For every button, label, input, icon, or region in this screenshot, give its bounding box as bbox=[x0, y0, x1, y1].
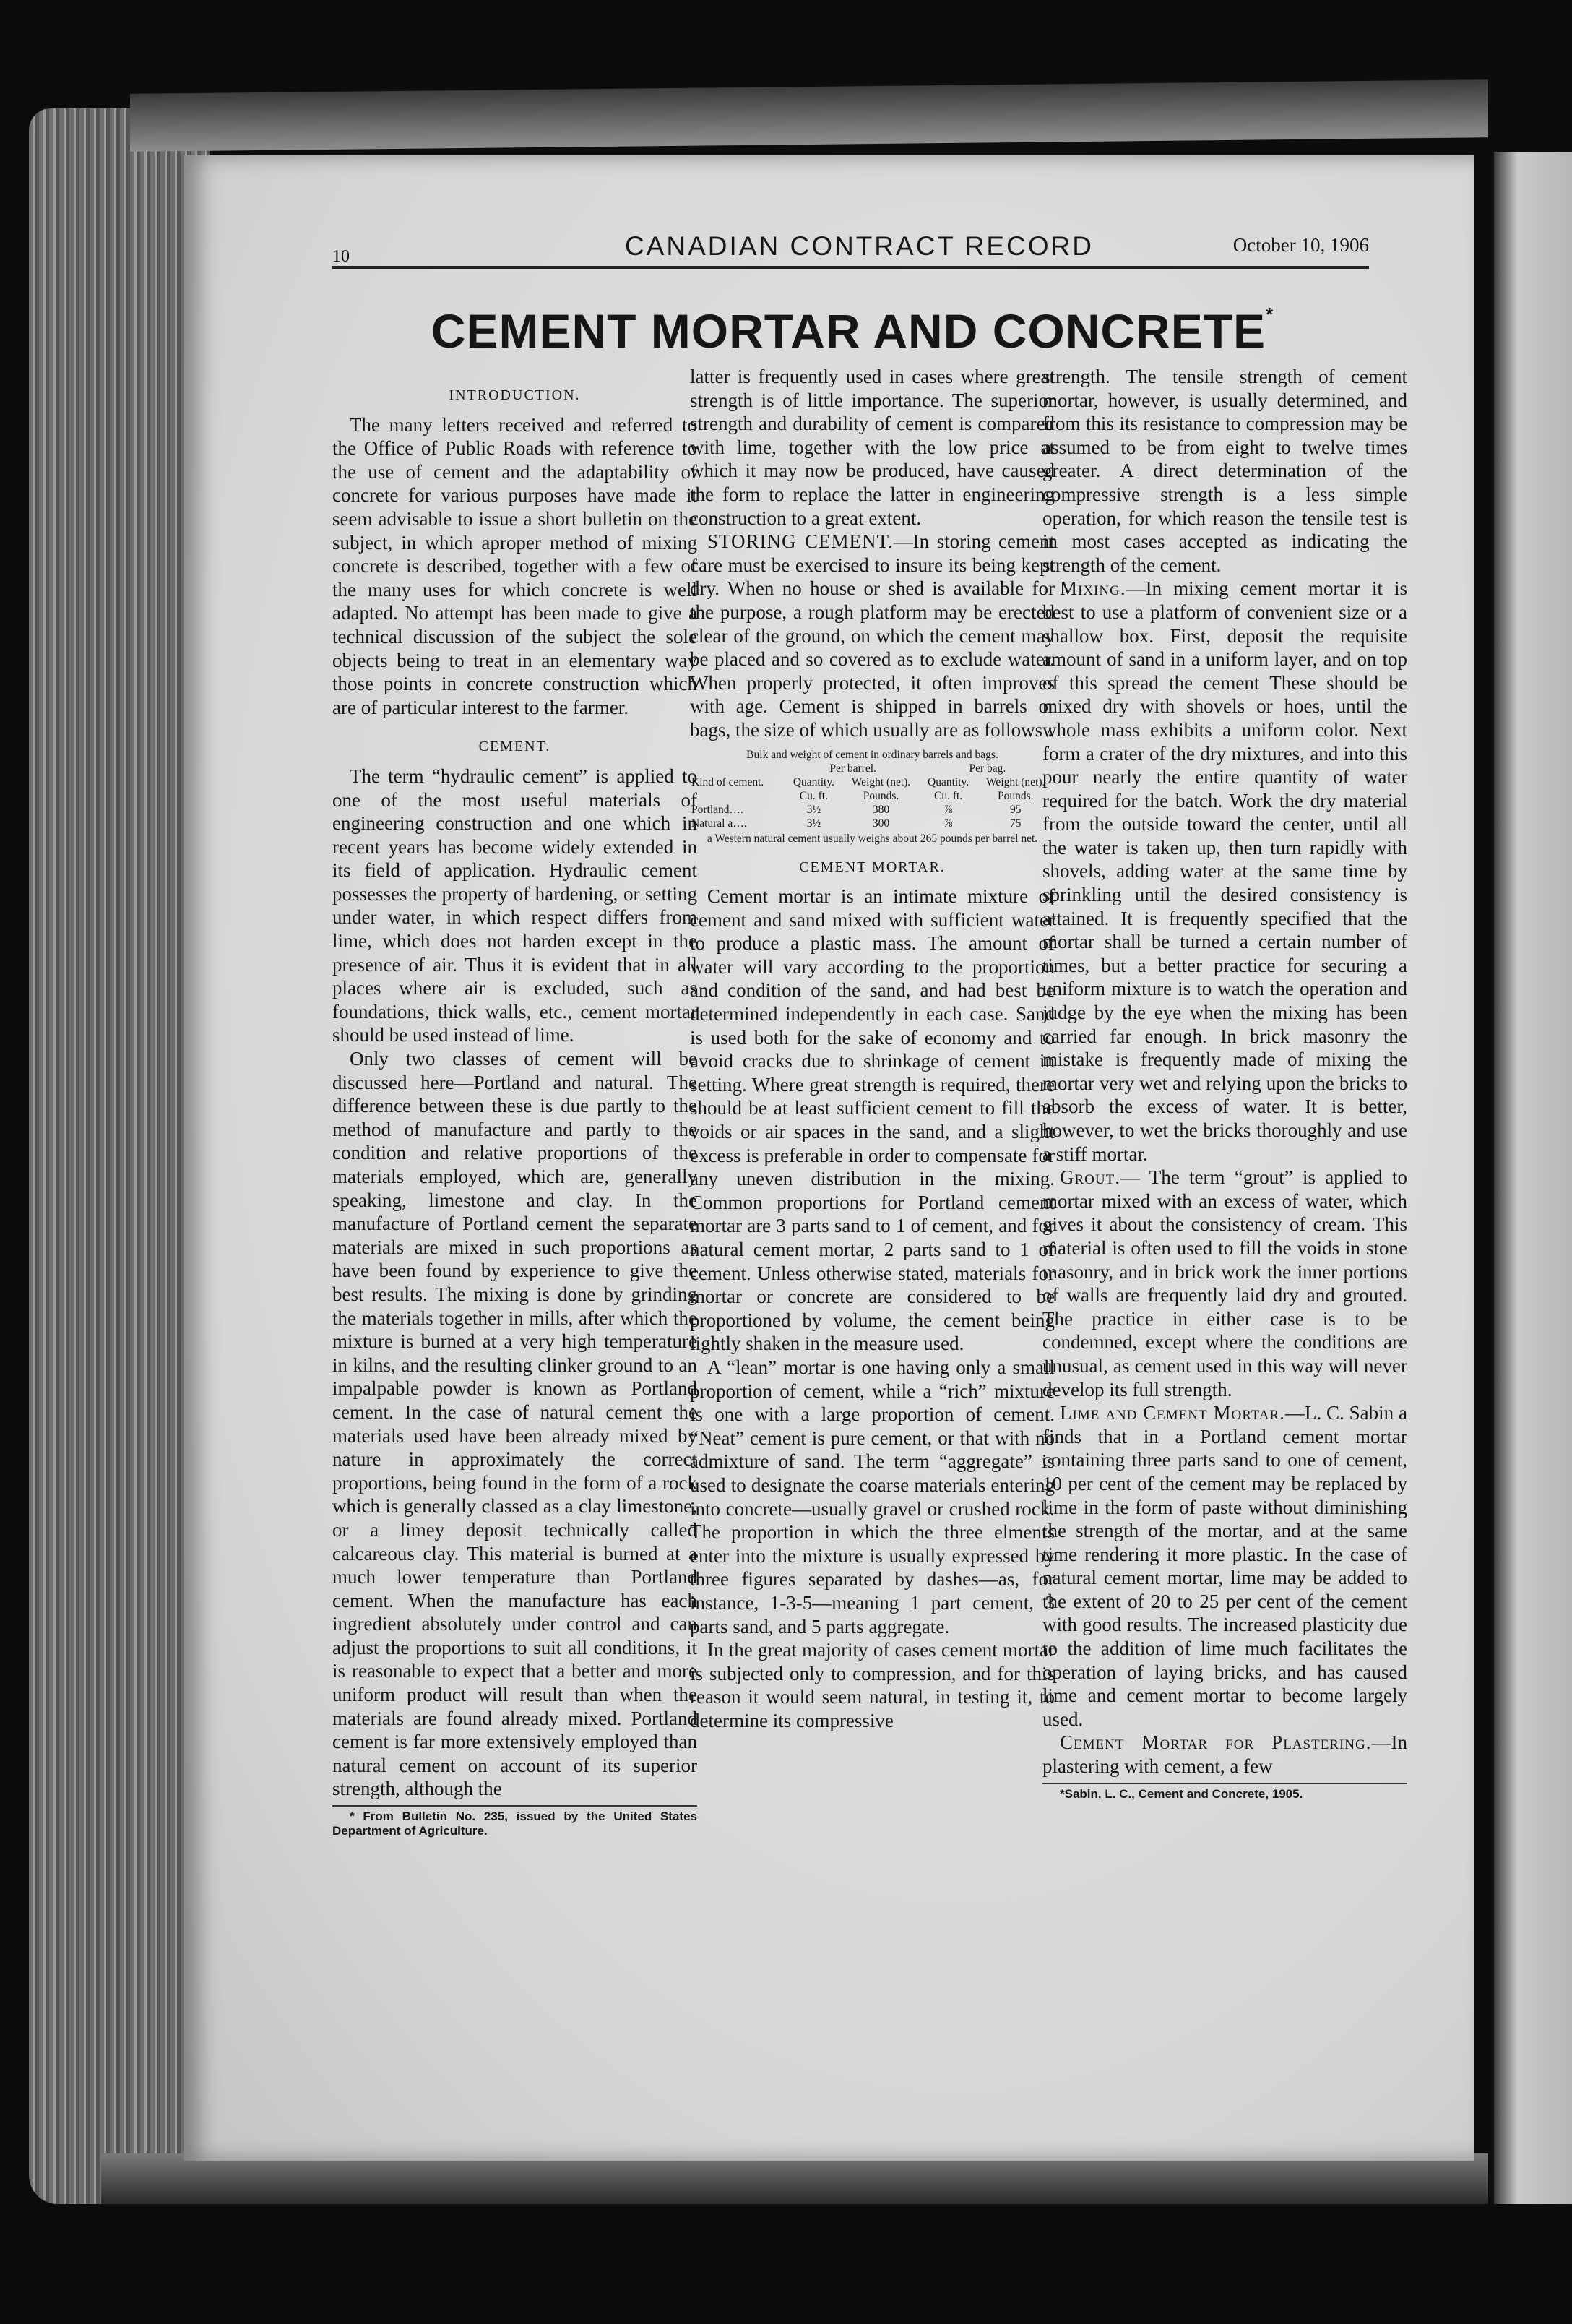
footnote-sabin: *Sabin, L. C., Cement and Concrete, 1905. bbox=[1060, 1786, 1303, 1801]
paragraph-grout bbox=[1042, 1166, 1407, 1401]
unit-cu-ft-bag: Cu. ft. bbox=[934, 789, 963, 802]
header-weight-barrel: Weight (net). bbox=[851, 775, 911, 788]
paragraph-continued-2: latter is frequently used in cases where great strength is of little importance. The superior strength and durability of cement is compared with lime, together with the low price at which it may now be produced, have caused the form to replace the latter in engineering construction to a great extent. bbox=[690, 366, 1055, 529]
row-weight-bag: 75 bbox=[1009, 817, 1022, 830]
paragraph-storing-cement bbox=[690, 530, 1055, 741]
article-title bbox=[329, 304, 1376, 358]
paragraph-plastering bbox=[1042, 1731, 1407, 1778]
facing-page-edge bbox=[1494, 152, 1572, 2204]
header-per-bag: Per bag. bbox=[969, 762, 1006, 775]
journal-title: CANADIAN CONTRACT RECORD bbox=[625, 231, 1094, 261]
column-3 bbox=[1042, 365, 1407, 2121]
table-row bbox=[690, 817, 1055, 830]
column-2 bbox=[690, 365, 1055, 2121]
paragraph-mixing bbox=[1042, 577, 1407, 1166]
column-1 bbox=[332, 365, 697, 2121]
paragraph-lime-cement-mortar bbox=[1042, 1401, 1407, 1731]
row-quantity-barrel: 3½ bbox=[806, 817, 821, 830]
header-quantity-barrel: Quantity. bbox=[793, 775, 834, 788]
cement-bulk-table bbox=[690, 748, 1055, 845]
footnote-bulletin: * From Bulletin No. 235, issued by the United States Department of Agriculture. bbox=[332, 1809, 697, 1838]
row-quantity-barrel: 3½ bbox=[806, 803, 821, 816]
mixing-text: —In mixing cement mortar it is best to use a platform of convenient size or a shallow box. First, deposit the requisite amount of sand in a uniform layer, and on top of this spread the cement These should be mixed dry with shovels or hoes, until the whole mass exhibits a uniform color. Next form a crater of the dry mixtures, and into this pour nearly the entire quantity of water required for the batch. Work the dry material from the outside toward the center, until all the water is taken up, then turn rapidly with shovels, adding water at the same time by sprinkling until the desired consistency is attained. It is frequently specified that the mortar shall be turned a certain number of times, but a better practice for securing a uniform mixture is to watch the operation and judge by the eye when the mixing has been carried far enough. In brick masonry the mistake is frequently made of mixing the mortar very wet and relying upon the bricks to absorb the excess of water. It is better, however, to wet the bricks thoroughly and use a stiff mortar. bbox=[1042, 577, 1407, 1165]
grout-text: — The term “grout” is applied to mortar mixed with an excess of water, which gives it about the consistency of cream. This material is often used to fill the voids in stone masonry, and in brick work the inner portions of walls are frequently laid dry and grouted. The practice in either case is to be condemned, except where the conditions are unusual, as cement used in this way will never develop its full strength. bbox=[1042, 1166, 1407, 1400]
title-footnote-mark: * bbox=[1266, 304, 1274, 325]
row-quantity-bag: ⅞ bbox=[943, 817, 953, 830]
grout-lead: Grout. bbox=[1060, 1166, 1120, 1189]
paragraph-cement-1: The term “hydraulic cement” is applied to one of the most useful materials of engineering construction and one which in recent years has become widely extended in its field of application. Hydraulic cement possesses the property of hardening, or setting under water, in which respect differs from lime, which does not harden except in the presence of air. Thus it is evident that in all places where air is excluded, such as foundations, thick walls, etc., cement mortar should be used instead of lime. bbox=[332, 765, 697, 1046]
heading-cement-mortar: CEMENT MORTAR. bbox=[799, 858, 946, 875]
row-kind: Natural a…. bbox=[691, 817, 747, 830]
unit-pounds-bag: Pounds. bbox=[997, 789, 1034, 802]
plastering-text: —In plastering with cement, a few bbox=[1042, 1731, 1407, 1778]
table-caption: Bulk and weight of cement in ordinary barrels and bags. bbox=[746, 748, 998, 761]
table-note: a Western natural cement usually weighs about 265 pounds per barrel net. bbox=[707, 832, 1038, 845]
article-title-text: CEMENT MORTAR AND CONCRETE bbox=[431, 304, 1266, 358]
table-row bbox=[690, 803, 1055, 817]
row-quantity-bag: ⅞ bbox=[943, 803, 953, 816]
paragraph-mortar-1: Cement mortar is an intimate mixture of cement and sand mixed with sufficient water to produce a plastic mass. The amount of water will vary according to the proportion and condition of the sand, and had best be determined independently in each case. Sand is used both for the sake of economy and to avoid cracks due to shrinkage of cement in setting. Where great strength is required, there should be at least sufficient cement to fill the voids or air spaces in the sand, and a slight excess is preferable in order to compensate for any uneven distribution in the mixing. Common proportions for Portland cement mortar are 3 parts sand to 1 of cement, and for natural cement mortar, 2 parts sand to 1 of cement. Unless otherwise stated, materials for mortar or concrete are considered to be proportioned by volume, the cement being lightly shaken in the measure used. bbox=[690, 885, 1055, 1355]
row-weight-barrel: 380 bbox=[872, 803, 890, 816]
lime-mortar-text: —L. C. Sabin a finds that in a Portland cement mortar containing three parts sand to one of cement, 10 per cent of the cement may be replaced by lime in the form of paste without diminishing the strength of the mortar, and at the same time rendering it more plastic. In the case of natural cement mortar, lime may be added to the extent of 20 to 25 per cent of the cement with good results. The increased plasticity due to the addition of lime much facilitates the operation of laying bricks, and has caused lime and cement mortar to become largely used. bbox=[1042, 1402, 1407, 1730]
paragraph-cement-2: Only two classes of cement will be discussed here—Portland and natural. The difference between these is due partly to the method of manufacture and partly to the condition and relative proportions of the materials employed, which are, generally speaking, limestone and clay. In the manufacture of Portland cement the separate materials are mixed in such proportions as have been found by experience to give the best results. The mixing is done by grinding the materials together in mills, after which the mixture is burned at a very high temperature in kilns, and the resulting clinker ground to an impalpable powder is known as Portland cement. In the case of natural cement the materials used have been already mixed by nature in approximately the correct proportions, being found in the form of a rock which is generally classed as a clay limestone, or a limey deposit technically called calcareous clay. This material is burned at a much lower temperature than Portland cement. When the manufacture has each ingredient absolutely under control and can adjust the proportions to suit all conditions, it is reasonable to expect that a better and more uniform product will result than when the materials are found already mixed. Portland cement is far more extensively employed than natural cement on account of its superior strength, although the bbox=[332, 1048, 697, 1800]
row-kind: Portland…. bbox=[691, 803, 743, 816]
book-bottom-rim bbox=[101, 2153, 1488, 2204]
unit-pounds-barrel: Pounds. bbox=[863, 789, 899, 802]
table-units-row bbox=[690, 789, 1055, 803]
storing-cement-lead: STORING CEMENT. bbox=[707, 530, 894, 553]
header-quantity-bag: Quantity. bbox=[928, 775, 969, 788]
table-grid bbox=[690, 762, 1055, 830]
row-weight-bag: 95 bbox=[1009, 803, 1022, 816]
row-weight-barrel: 300 bbox=[872, 817, 890, 830]
footnote-rule-1 bbox=[332, 1805, 697, 1838]
storing-cement-text: —In storing cement care must be exercised to insure its being kept dry. When no house or shed is available for the purpose, a rough platform may be erected clear of the ground, on which the cement may be placed and so covered as to exclude water. When properly protected, it often improves with age. Cement is shipped in barrels or bags, the size of which usually are as follows : bbox=[690, 530, 1055, 741]
book-page-edges bbox=[29, 108, 210, 2204]
header-kind: Kind of cement. bbox=[691, 775, 764, 788]
mixing-lead: Mixing. bbox=[1060, 577, 1126, 600]
plastering-lead: Cement Mortar for Plastering. bbox=[1060, 1731, 1372, 1754]
table-column-header bbox=[690, 775, 1055, 789]
paragraph-continued-3: strength. The tensile strength of cement mortar, however, is usually determined, and from this its resistance to compression may be assumed to be from eight to twelve times greater. A direct determination of the compressive strength is a less simple operation, for which reason the tensile test is in most cases accepted as indicating the strength of the cement. bbox=[1042, 366, 1407, 576]
issue-date: October 10, 1906 bbox=[1232, 234, 1369, 256]
running-header bbox=[332, 230, 1369, 269]
footnote-rule-3 bbox=[1042, 1783, 1407, 1802]
heading-introduction: INTRODUCTION. bbox=[449, 387, 581, 403]
book-top-rim bbox=[130, 79, 1488, 152]
paragraph-introduction: The many letters received and referred to the Office of Public Roads with reference to the use of cement and the adaptability of concrete for various purposes have made it seem advisable to issue a short bulletin on the subject, in which aproper method of mixing concrete is described, together with a few of the many uses for which concrete is well adapted. No attempt has been made to give a technical discussion of the subject the sole objects being to treat in an elementary way those points in concrete construction which are of particular interest to the farmer. bbox=[332, 413, 697, 718]
page-number: 10 bbox=[332, 247, 350, 266]
heading-cement: CEMENT. bbox=[478, 739, 551, 755]
paragraph-mortar-3: In the great majority of cases cement mortar is subjected only to compression, and for this reason it would seem natural, in testing it, to determine its compressive bbox=[690, 1639, 1055, 1731]
header-weight-bag: Weight (net). bbox=[986, 775, 1045, 788]
table-group-header bbox=[690, 762, 1055, 775]
unit-cu-ft-barrel: Cu. ft. bbox=[799, 789, 828, 802]
paragraph-mortar-2: A “lean” mortar is one having only a small proportion of cement, while a “rich” mixture is one with a large proportion of cement. “Neat” cement is pure cement, or that with no admixture of sand. The term “aggregate” is used to designate the coarse materials entering into concrete—usually gravel or crushed rock. The proportion in which the three elments enter into the mixture is usually expressed by three figures separated by dashes—as, for instance, 1-3-5—meaning 1 part cement, 3 parts sand, and 5 parts aggregate. bbox=[690, 1356, 1055, 1637]
header-per-barrel: Per barrel. bbox=[829, 762, 876, 775]
lime-mortar-lead: Lime and Cement Mortar. bbox=[1060, 1402, 1285, 1424]
